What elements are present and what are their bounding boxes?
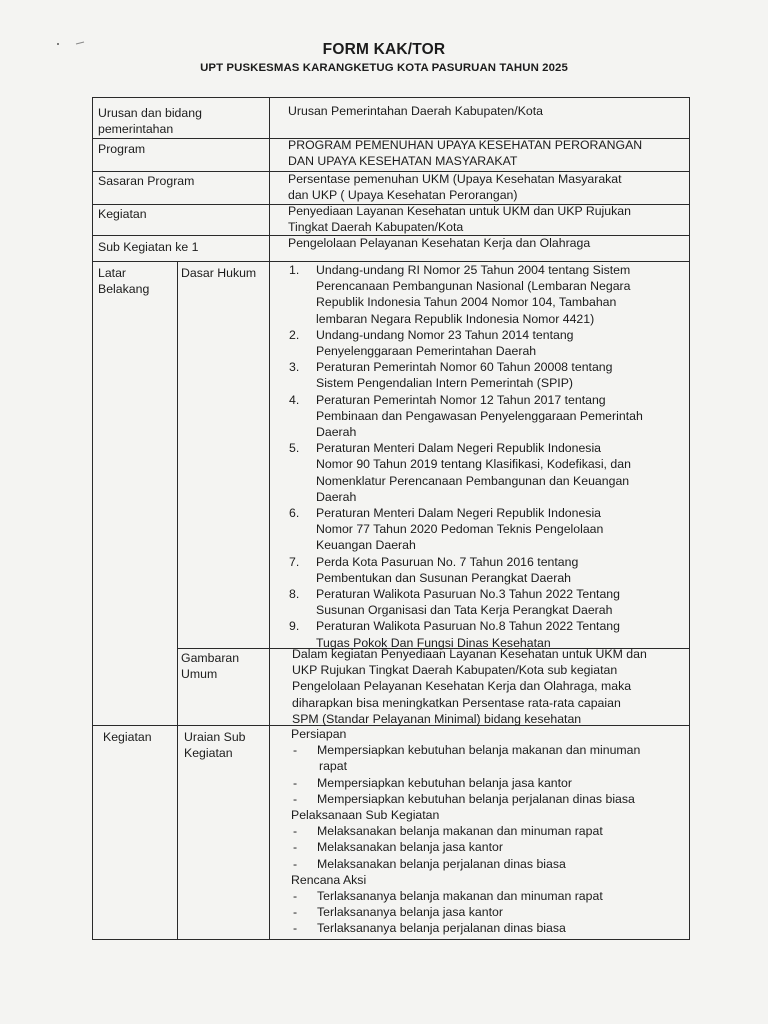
list-text: Terlaksananya belanja jasa kantor [317,905,503,920]
list-text: Nomenklatur Perencanaan Pembangunan dan Keuangan [316,473,630,488]
paragraph-line: Pengelolaan Pelayanan Kesehatan Kerja dan Olahraga, maka [292,679,632,694]
paragraph-line: SPM (Standar Pelayanan Minimal) bidang kesehatan [292,711,582,726]
list-item [291,920,689,936]
list-text: Nomor 77 Tahun 2020 Pedoman Teknis Pengelolaan [316,522,604,537]
list-item [289,262,689,278]
urusan-value: Urusan Pemerintahan Daerah Kabupaten/Kota [288,104,543,118]
list-item [289,440,689,456]
list-text: Mempersiapkan kebutuhan belanja makanan dan minuman [317,743,641,758]
bullet-dash: - [293,775,298,790]
list-number: 3. [289,360,300,375]
sasaran-label: Sasaran Program [98,174,195,188]
uraian-sub-kegiatan-list [291,726,689,937]
sub-kegiatan-label: Sub Kegiatan ke 1 [98,240,199,254]
gambaran-label-line: Gambaran [181,651,240,665]
program-value-line: DAN UPAYA KESEHATAN MASYARAKAT [288,154,518,168]
section-heading: Pelaksanaan Sub Kegiatan [291,808,440,823]
list-item [289,554,689,570]
uraian-label-line: Kegiatan [184,746,233,760]
list-text: Undang-undang Nomor 23 Tahun 2014 tentang [316,327,574,342]
list-number: 2. [289,327,300,342]
sasaran-value-line: Persentase pemenuhan UKM (Upaya Kesehatan Masyarakat [288,172,622,186]
list-text: Perda Kota Pasuruan No. 7 Tahun 2016 tentang [316,554,579,569]
list-item [291,904,689,920]
list-text: Peraturan Walikota Pasuruan No.8 Tahun 2022 Tentang [316,619,620,634]
kegiatan-value-line: Tingkat Daerah Kabupaten/Kota [288,220,464,234]
form-title: FORM KAK/TOR [322,41,446,58]
paragraph-line: Dalam kegiatan Penyediaan Layanan Kesehatan untuk UKM dan [292,647,647,661]
latar-label-line: Latar [98,266,127,280]
list-text: Pembentukan dan Susunan Perangkat Daerah [316,570,571,585]
gambaran-umum-text [292,646,690,727]
kegiatan-section-label: Kegiatan [103,730,152,744]
bullet-dash: - [293,840,298,855]
urusan-label-line: pemerintahan [98,122,174,136]
list-number: 8. [289,587,300,602]
list-item [291,742,689,758]
list-text: Peraturan Menteri Dalam Negeri Republik Indonesia [316,441,602,456]
list-text: Melaksanakan belanja perjalanan dinas biasa [317,856,566,871]
list-text: Peraturan Walikota Pasuruan No.3 Tahun 2022 Tentang [316,587,620,602]
list-number: 5. [289,441,300,456]
kak-tor-table [92,97,690,940]
bullet-dash: - [293,743,298,758]
list-item [291,856,689,872]
dasar-hukum-list [289,262,689,651]
section-heading: Rencana Aksi [291,872,367,887]
list-text: Sistem Pengendalian Intern Pemerintah (SPIP) [316,376,574,391]
urusan-label-line: Urusan dan bidang [98,106,202,120]
latar-label-line: Belakang [98,282,150,296]
list-item [291,823,689,839]
kegiatan-value-line: Penyediaan Layanan Kesehatan untuk UKM dan UKP Rujukan [288,204,631,218]
list-item [291,839,689,855]
list-text: rapat [319,759,348,774]
list-text: Peraturan Pemerintah Nomor 60 Tahun 20008 tentang [316,360,613,375]
list-text: Peraturan Pemerintah Nomor 12 Tahun 2017 tentang [316,392,606,407]
list-text: Melaksanakan belanja jasa kantor [317,840,503,855]
list-item [289,359,689,375]
dasar-hukum-label: Dasar Hukum [181,266,257,280]
list-text: Keuangan Daerah [316,538,416,553]
list-text: Susunan Organisasi dan Tata Kerja Perangkat Daerah [316,603,613,618]
list-item [289,618,689,634]
list-text: Nomor 90 Tahun 2019 tentang Klasifikasi, Kodefikasi, dan [316,457,631,472]
bullet-dash: - [293,889,298,904]
paragraph-line: diharapkan bisa meningkatkan Persentase rata-rata capaian [292,695,621,710]
list-item [291,791,689,807]
list-item [291,888,689,904]
list-text: Perencanaan Pembangunan Nasional (Lembaran Negara [316,279,631,294]
list-item [289,327,689,343]
list-text: Daerah [316,489,357,504]
list-number: 7. [289,554,300,569]
list-text: Republik Indonesia Tahun 2004 Nomor 104, Tambahan [316,295,617,310]
list-item [291,775,689,791]
list-text: Penyelenggaraan Pemerintahan Daerah [316,344,537,359]
list-text: Terlaksananya belanja perjalanan dinas biasa [317,921,566,936]
column-divider [269,98,270,939]
bullet-dash: - [293,824,298,839]
section-heading: Persiapan [291,727,347,741]
list-text: Daerah [316,425,357,440]
bullet-dash: - [293,921,298,936]
uraian-label-line: Uraian Sub [184,730,246,744]
list-number: 1. [289,263,300,277]
bullet-dash: - [293,905,298,920]
program-label: Program [98,142,146,156]
list-number: 6. [289,506,300,521]
list-text: Mempersiapkan kebutuhan belanja perjalanan dinas biasa [317,791,635,806]
list-text: Mempersiapkan kebutuhan belanja jasa kantor [317,775,572,790]
list-item [289,392,689,408]
list-item [289,505,689,521]
list-text: lembaran Negara Republik Indonesia Nomor 4421) [316,311,595,326]
kegiatan-label: Kegiatan [98,207,147,221]
form-subtitle: UPT PUSKESMAS KARANGKETUG KOTA PASURUAN TAHUN 2025 [200,62,568,74]
sasaran-value-line: dan UKP ( Upaya Kesehatan Perorangan) [288,188,518,202]
bullet-dash: - [293,856,298,871]
list-text: Pembinaan dan Pengawasan Penyelenggaraan Pemerintah [316,408,643,423]
list-number: 4. [289,392,300,407]
bullet-dash: - [293,791,298,806]
list-text: Tugas Pokok Dan Fungsi Dinas Kesehatan [316,635,551,650]
list-text: Peraturan Menteri Dalam Negeri Republik Indonesia [316,506,602,521]
paragraph-line: UKP Rujukan Tingkat Daerah Kabupaten/Kota sub kegiatan [292,663,618,678]
list-item [289,586,689,602]
program-value-line: PROGRAM PEMENUHAN UPAYA KESEHATAN PERORANGAN [288,138,643,152]
list-text: Terlaksananya belanja makanan dan minuman rapat [317,889,603,904]
sub-kegiatan-value: Pengelolaan Pelayanan Kesehatan Kerja dan Olahraga [288,236,591,250]
column-divider [177,261,178,939]
gambaran-label-line: Umum [181,667,218,681]
list-number: 9. [289,619,300,634]
list-text: Melaksanakan belanja makanan dan minuman rapat [317,824,603,839]
list-text: Undang-undang RI Nomor 25 Tahun 2004 tentang Sistem [316,263,631,277]
